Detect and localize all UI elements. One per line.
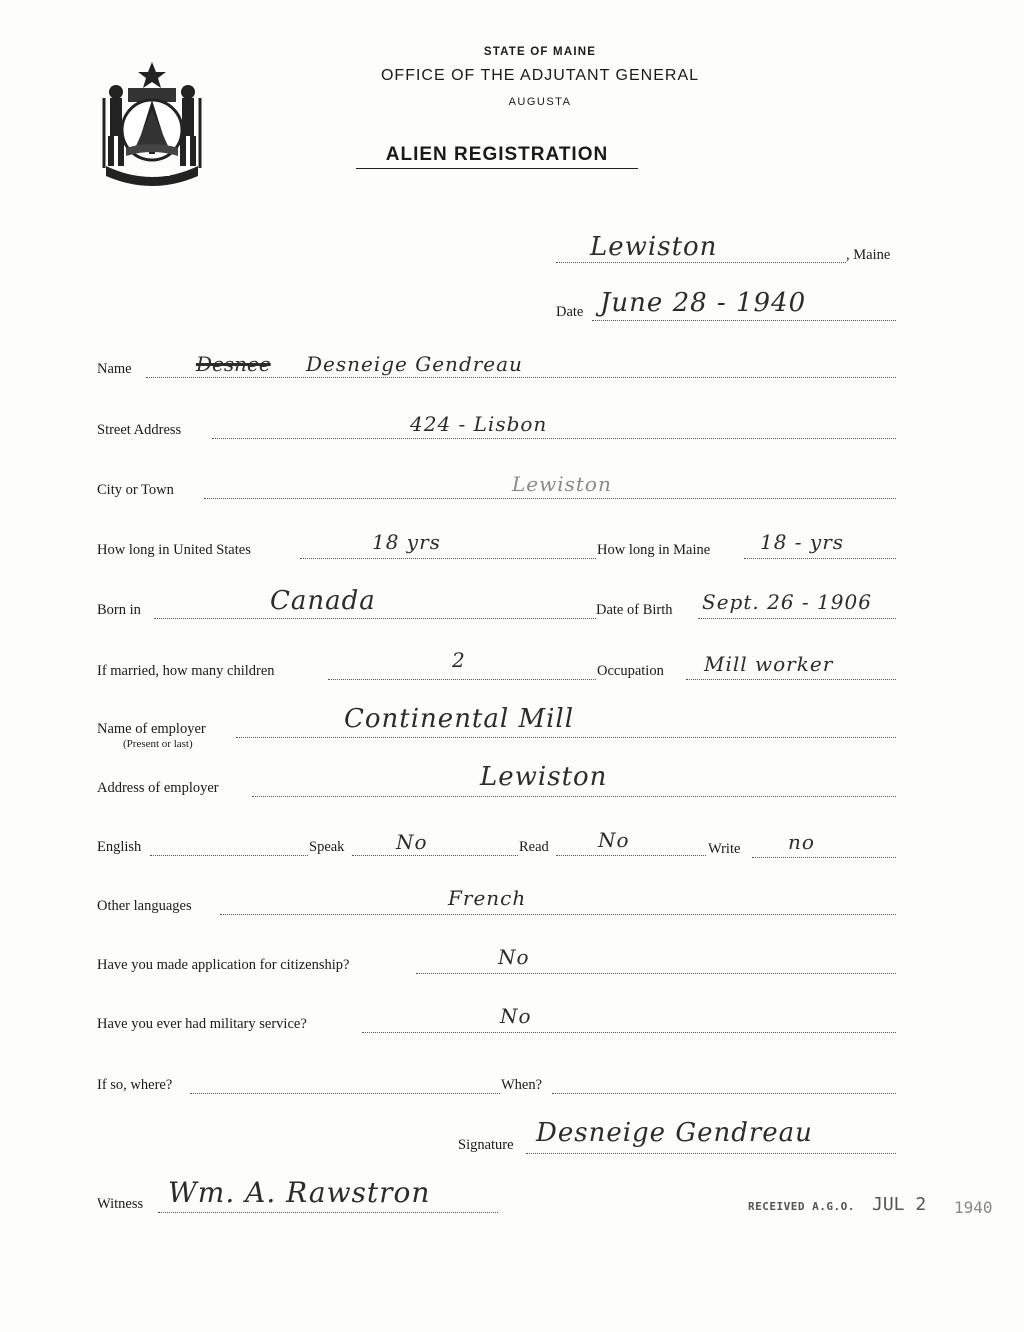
- when-label: When?: [501, 1077, 543, 1093]
- how-long-maine-label: How long in Maine: [597, 542, 711, 558]
- city-label: City or Town: [97, 482, 174, 498]
- speak-label: Speak: [309, 839, 345, 855]
- how-long-us-value: 18 yrs: [372, 530, 441, 554]
- date-value: June 28 - 1940: [600, 288, 807, 318]
- employer-line: [236, 737, 896, 738]
- when-line: [552, 1093, 896, 1094]
- dob-line: [698, 618, 896, 619]
- name-line: [146, 377, 896, 378]
- witness-line: [158, 1212, 498, 1213]
- signature-value: Desneige Gendreau: [536, 1118, 813, 1148]
- name-value: Desneige Gendreau: [306, 352, 523, 376]
- received-stamp-date: JUL 2: [872, 1194, 927, 1215]
- place-value: Lewiston: [590, 232, 718, 262]
- born-value: Canada: [270, 586, 376, 616]
- street-line: [212, 438, 896, 439]
- signature-line: [526, 1153, 896, 1154]
- read-value: No: [598, 828, 630, 852]
- write-label: Write: [708, 841, 741, 857]
- employer-address-label: Address of employer: [97, 780, 219, 796]
- occupation-label: Occupation: [597, 663, 664, 679]
- street-label: Street Address: [97, 422, 182, 438]
- write-value: no: [788, 830, 815, 854]
- citizenship-value: No: [498, 945, 530, 969]
- speak-value: No: [396, 830, 428, 854]
- other-languages-line: [220, 914, 896, 915]
- seal-banner: [120, 163, 188, 181]
- city-line: [204, 498, 896, 499]
- military-line: [362, 1032, 896, 1033]
- citizenship-line: [416, 973, 896, 974]
- signature-label: Signature: [458, 1137, 514, 1153]
- office-heading: OFFICE OF THE ADJUTANT GENERAL: [380, 67, 700, 84]
- how-long-maine-value: 18 - yrs: [760, 530, 845, 554]
- born-line: [154, 618, 598, 619]
- how-long-us-label: How long in United States: [97, 542, 251, 558]
- read-label: Read: [519, 839, 549, 855]
- english-line: [150, 855, 310, 856]
- date-label: Date: [556, 304, 584, 320]
- children-line: [328, 679, 598, 680]
- write-line: [752, 857, 896, 858]
- where-line: [190, 1093, 502, 1094]
- witness-label: Witness: [97, 1196, 144, 1212]
- city-heading: AUGUSTA: [508, 96, 572, 108]
- place-suffix: , Maine: [846, 247, 891, 263]
- date-line: [592, 320, 896, 321]
- form-title: ALIEN REGISTRATION: [356, 144, 638, 169]
- city-value: Lewiston: [512, 472, 612, 496]
- other-languages-label: Other languages: [97, 898, 192, 914]
- occupation-value: Mill worker: [704, 652, 834, 676]
- dob-label: Date of Birth: [596, 602, 673, 618]
- place-line: [556, 262, 846, 263]
- dob-value: Sept. 26 - 1906: [702, 590, 872, 614]
- english-label: English: [97, 839, 142, 855]
- witness-value: Wm. A. Rawstron: [168, 1176, 431, 1209]
- occupation-line: [686, 679, 896, 680]
- military-value: No: [500, 1004, 532, 1028]
- employer-label: Name of employer: [97, 721, 206, 737]
- born-label: Born in: [97, 602, 141, 618]
- street-value: 424 - Lisbon: [410, 412, 548, 436]
- received-stamp-text: RECEIVED A.G.O.: [748, 1200, 855, 1213]
- how-long-maine-line: [744, 558, 896, 559]
- read-line: [556, 855, 706, 856]
- seal-banner-text: MAINE: [137, 168, 171, 179]
- speak-line: [352, 855, 520, 856]
- employer-address-line: [252, 796, 896, 797]
- name-label: Name: [97, 361, 132, 377]
- received-stamp-year: 1940: [954, 1198, 993, 1217]
- employer-address-value: Lewiston: [480, 762, 608, 792]
- employer-value: Continental Mill: [344, 704, 575, 734]
- employer-sublabel: (Present or last): [123, 738, 193, 750]
- children-value: 2: [452, 648, 466, 672]
- citizenship-label: Have you made application for citizenship?: [97, 957, 350, 973]
- military-label: Have you ever had military service?: [97, 1016, 307, 1032]
- state-heading: STATE OF MAINE: [483, 46, 597, 58]
- children-label: If married, how many children: [97, 663, 275, 679]
- name-struck-value: Desnee: [196, 352, 271, 376]
- how-long-us-line: [300, 558, 598, 559]
- where-label: If so, where?: [97, 1077, 173, 1093]
- other-languages-value: French: [448, 886, 527, 910]
